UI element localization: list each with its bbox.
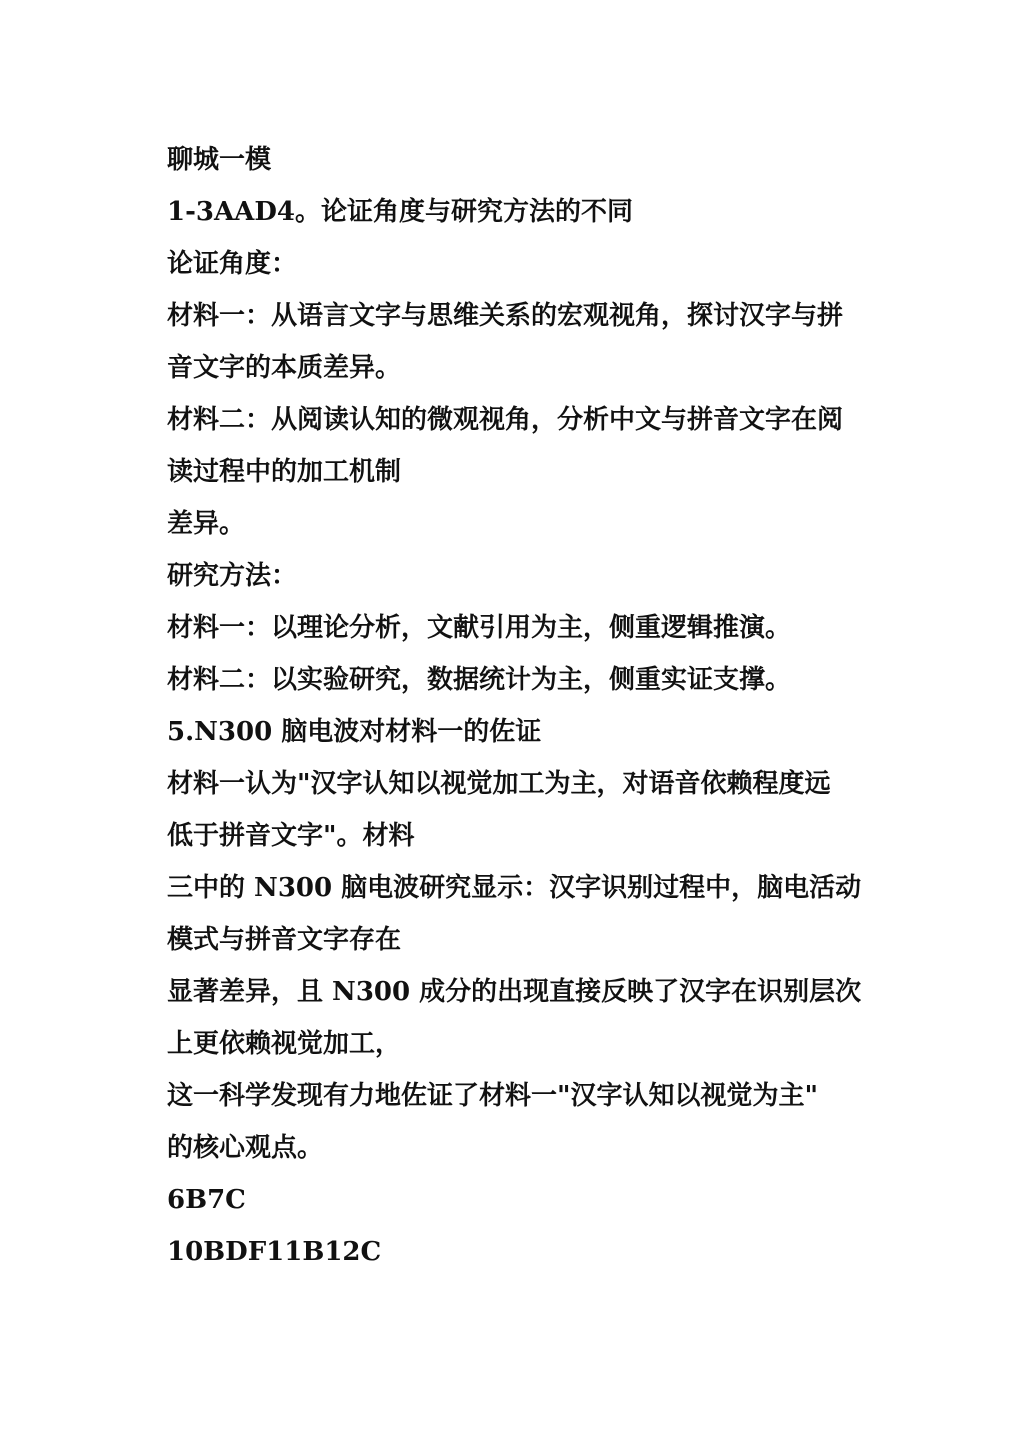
text-line: 上更依赖视觉加工， [167, 1029, 402, 1059]
text-line: 显著差异，且 N300 成分的出现直接反映了汉字在识别层次 [167, 977, 862, 1007]
text-line: 三中的 N300 脑电波研究显示：汉字识别过程中，脑电活动 [167, 873, 862, 903]
text-line: 这一科学发现有力地佐证了材料一"汉字认知以视觉为主" [167, 1081, 819, 1111]
text-line: 低于拼音文字"。材料 [167, 821, 415, 851]
text-line: 材料一认为"汉字认知以视觉加工为主，对语音依赖程度远 [167, 769, 831, 799]
text-line: 音文字的本质差异。 [167, 353, 402, 383]
text-line: 材料一：以理论分析，文献引用为主，侧重逻辑推演。 [167, 613, 792, 643]
section-heading-argument-angle: 论证角度： [167, 249, 298, 279]
text-line: 的核心观点。 [167, 1133, 324, 1163]
answer-line-10-12: 10BDF11B12C [167, 1237, 382, 1267]
answer-line-6-7: 6B7C [167, 1185, 246, 1215]
text-line: 模式与拼音文字存在 [167, 925, 402, 955]
document-title: 聊城一模 [167, 145, 272, 175]
text-line: 材料二：从阅读认知的微观视角，分析中文与拼音文字在阅 [167, 405, 844, 435]
text-line: 读过程中的加工机制 [167, 457, 402, 487]
text-line: 差异。 [167, 509, 246, 539]
text-line: 材料二：以实验研究，数据统计为主，侧重实证支撑。 [167, 665, 792, 695]
answer-line-1-4: 1-3AAD4。论证角度与研究方法的不同 [167, 197, 633, 227]
answer-text-block [167, 134, 867, 1278]
text-line: 材料一：从语言文字与思维关系的宏观视角，探讨汉字与拼 [167, 301, 844, 331]
answer-line-5: 5.N300 脑电波对材料一的佐证 [167, 717, 542, 747]
section-heading-research-method: 研究方法： [167, 561, 298, 591]
